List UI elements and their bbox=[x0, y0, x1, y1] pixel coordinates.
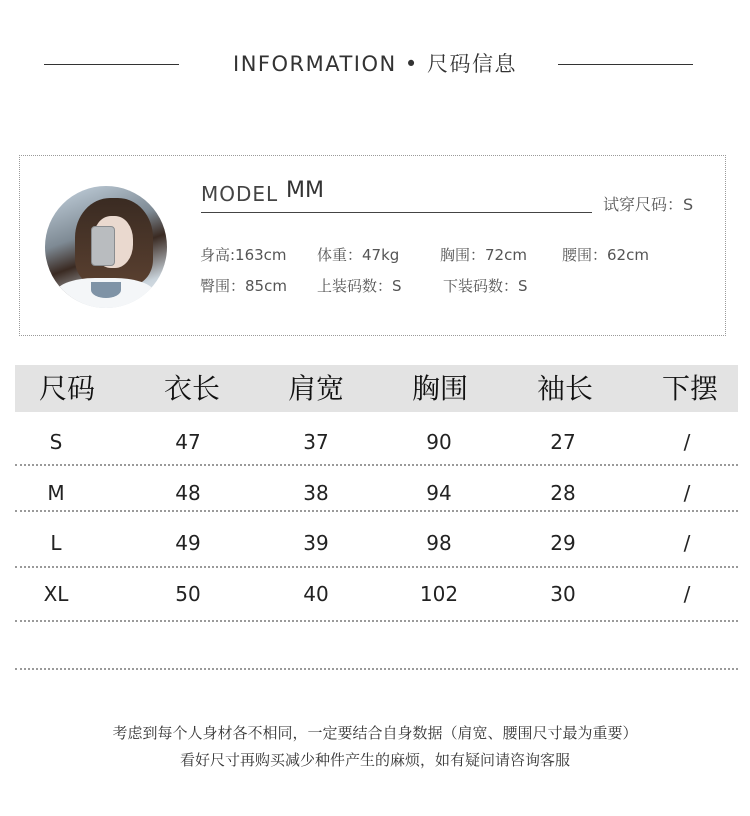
row-divider bbox=[15, 464, 738, 466]
cell-sleeve: 28 bbox=[550, 481, 576, 505]
model-waist: 腰围：62cm bbox=[562, 246, 649, 264]
model-weight: 体重：47kg bbox=[317, 246, 400, 264]
cell-size: L bbox=[50, 531, 62, 555]
model-height: 身高:163cm bbox=[200, 246, 287, 264]
cell-size: M bbox=[47, 481, 65, 505]
cell-shoulder: 37 bbox=[303, 430, 329, 454]
cell-chest: 90 bbox=[426, 430, 452, 454]
row-divider bbox=[15, 668, 738, 670]
cell-hem: / bbox=[683, 481, 691, 505]
model-info-card bbox=[19, 155, 726, 336]
note-line-1: 考虑到每个人身材各不相同，一定要结合自身数据（肩宽、腰围尺寸最为重要） bbox=[112, 724, 638, 742]
model-avatar bbox=[45, 186, 167, 308]
row-divider bbox=[15, 620, 738, 622]
cell-hem: / bbox=[683, 582, 691, 606]
table-row bbox=[15, 569, 738, 619]
header-hem: 下摆 bbox=[661, 372, 718, 405]
cell-sleeve: 29 bbox=[550, 531, 576, 555]
model-bottom-size: 下装码数：S bbox=[443, 277, 528, 295]
cell-shoulder: 38 bbox=[303, 481, 329, 505]
model-label: MODEL bbox=[201, 182, 279, 206]
cell-chest: 94 bbox=[426, 481, 452, 505]
table-row bbox=[15, 417, 738, 467]
row-divider bbox=[15, 566, 738, 568]
cell-shoulder: 40 bbox=[303, 582, 329, 606]
cell-length: 50 bbox=[175, 582, 201, 606]
header-size: 尺码 bbox=[38, 372, 95, 405]
row-divider bbox=[15, 510, 738, 512]
cell-chest: 98 bbox=[426, 531, 452, 555]
cell-hem: / bbox=[683, 430, 691, 454]
cell-sleeve: 27 bbox=[550, 430, 576, 454]
header-chest: 胸围 bbox=[411, 372, 468, 405]
model-hip: 臀围：85cm bbox=[200, 277, 287, 295]
note-line-2: 看好尺寸再购买减少种件产生的麻烦，如有疑问请咨询客服 bbox=[179, 751, 570, 769]
phone-icon bbox=[91, 226, 115, 266]
model-underline bbox=[201, 212, 592, 213]
table-row bbox=[15, 518, 738, 568]
page-title: INFORMATION • 尺码信息 bbox=[233, 52, 517, 76]
model-top-size: 上装码数：S bbox=[317, 277, 402, 295]
cell-length: 49 bbox=[175, 531, 201, 555]
model-chest: 胸围：72cm bbox=[440, 246, 527, 264]
cell-length: 48 bbox=[175, 481, 201, 505]
model-name: MM bbox=[286, 178, 324, 203]
trial-size: 试穿尺码：S bbox=[603, 195, 694, 214]
cell-sleeve: 30 bbox=[550, 582, 576, 606]
header-line-right bbox=[558, 64, 693, 65]
cell-chest: 102 bbox=[419, 582, 459, 606]
cell-shoulder: 39 bbox=[303, 531, 329, 555]
header-length: 衣长 bbox=[163, 372, 220, 405]
cell-size: S bbox=[49, 430, 63, 454]
cell-size: XL bbox=[43, 582, 69, 606]
size-table-header bbox=[15, 365, 738, 412]
avatar-collar bbox=[91, 282, 121, 298]
cell-length: 47 bbox=[175, 430, 201, 454]
header-shoulder: 肩宽 bbox=[287, 372, 344, 405]
header-sleeve: 袖长 bbox=[536, 372, 593, 405]
cell-hem: / bbox=[683, 531, 691, 555]
